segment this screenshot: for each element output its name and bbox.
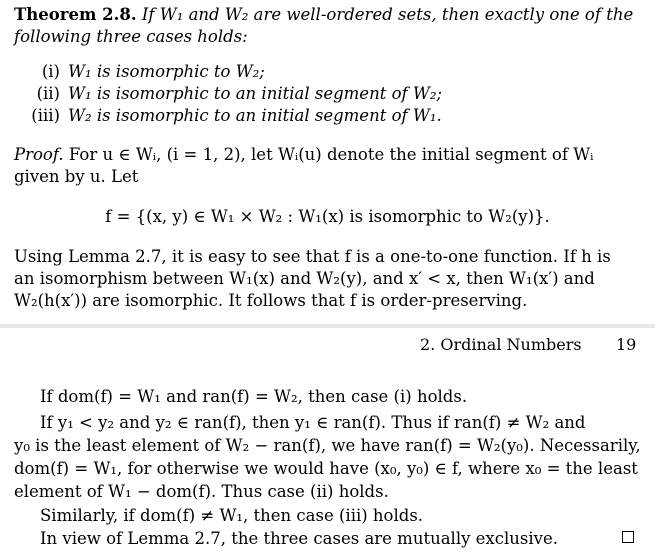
case-number-3: (iii): [31, 106, 60, 125]
continuation-line4: dom(f) = W₁, for otherwise we would have (x₀, y₀) ∈ f, where x₀ = the least: [14, 459, 638, 478]
proof-label: Proof.: [14, 145, 64, 164]
case-number-2: (ii): [36, 84, 60, 103]
case-text-2: W₁ is isomorphic to an initial segment of W₂;: [68, 84, 442, 103]
theorem-statement-line1: If W₁ and W₂ are well-ordered sets, then exactly one of the: [141, 5, 634, 24]
page-number: 19: [616, 335, 637, 354]
continuation-line2: If y₁ < y₂ and y₂ ∈ ran(f), then y₁ ∈ ran(f). Thus if ran(f) ≠ W₂ and: [40, 413, 586, 432]
theorem-label: Theorem 2.8.: [14, 5, 137, 24]
continuation-line1: If dom(f) = W₁ and ran(f) = W₂, then case (i) holds.: [40, 387, 468, 406]
continuation-line7: In view of Lemma 2.7, the three cases are mutually exclusive.: [40, 529, 558, 548]
proof-para2-line3: W₂(h(x′)) are isomorphic. It follows that f is order-preserving.: [14, 291, 528, 310]
proof-para2-line1: Using Lemma 2.7, it is easy to see that f is a one-to-one function. If h is: [14, 247, 611, 266]
case-text-3: W₂ is isomorphic to an initial segment of W₁.: [68, 106, 442, 125]
running-header-chapter: 2. Ordinal Numbers: [420, 335, 582, 354]
proof-para2-line2: an isomorphism between W₁(x) and W₂(y), and x′ < x, then W₁(x′) and: [14, 269, 595, 288]
continuation-line5: element of W₁ − dom(f). Thus case (ii) holds.: [14, 482, 389, 501]
theorem-statement-line2: following three cases holds:: [14, 27, 248, 46]
case-text-1: W₁ is isomorphic to W₂;: [68, 62, 265, 81]
theorem-heading-line: [14, 4, 633, 26]
case-number-1: (i): [41, 62, 60, 81]
proof-text-line1: For u ∈ Wᵢ, (i = 1, 2), let Wᵢ(u) denote the initial segment of Wᵢ: [68, 145, 594, 164]
qed-icon: [622, 531, 634, 543]
continuation-line3: y₀ is the least element of W₂ − ran(f), we have ran(f) = W₂(y₀). Necessarily,: [14, 436, 641, 455]
display-formula: f = {(x, y) ∈ W₁ × W₂ : W₁(x) is isomorphic to W₂(y)}.: [105, 207, 550, 226]
page-divider: [0, 324, 655, 328]
proof-line2: given by u. Let: [14, 167, 139, 186]
proof-line1: [14, 144, 593, 166]
continuation-line6: Similarly, if dom(f) ≠ W₁, then case (iii) holds.: [40, 506, 424, 525]
